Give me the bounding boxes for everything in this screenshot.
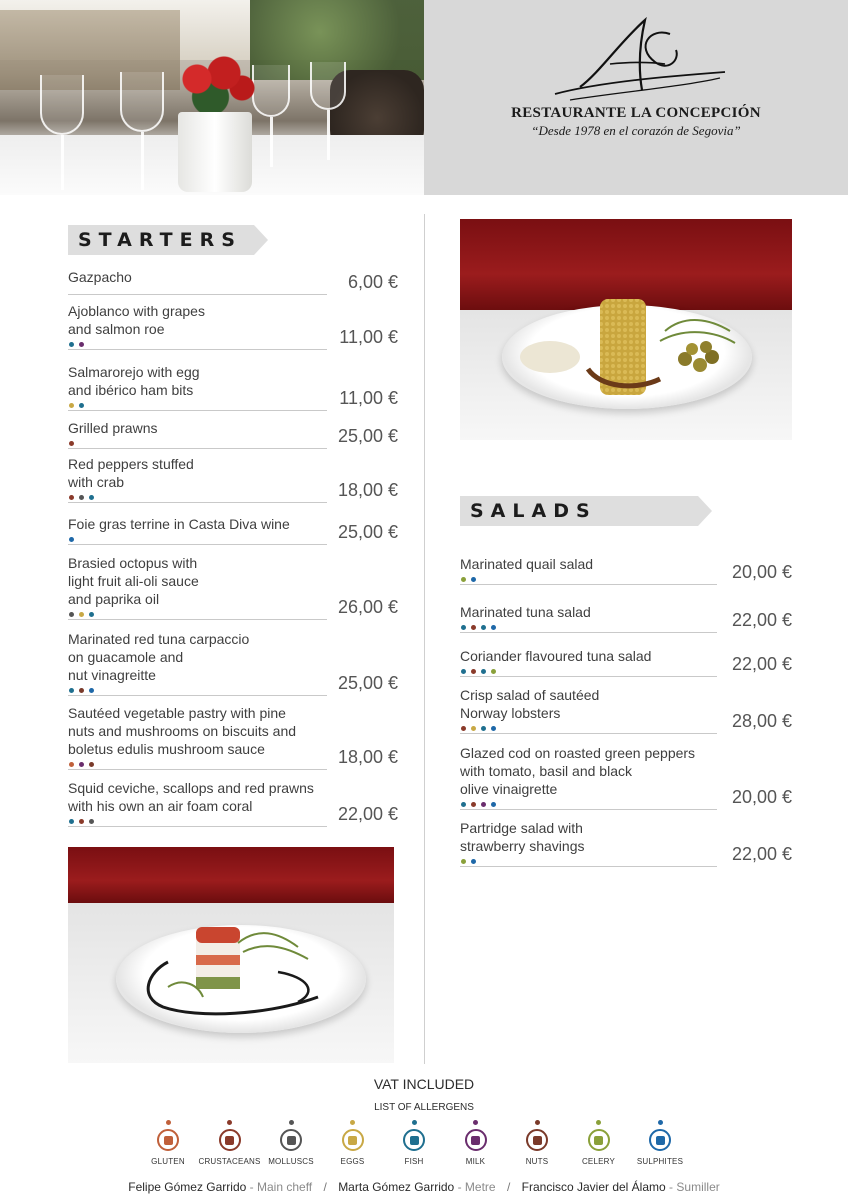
starters-menu-item	[68, 779, 398, 824]
dish-underline	[68, 448, 327, 449]
wine-glass	[120, 72, 164, 132]
salads-menu-item	[460, 819, 792, 864]
allergen-dot-crustaceans	[69, 441, 74, 446]
allergen-dot-sulphites	[89, 688, 94, 693]
dish-name: Glazed cod on roasted green peppers with tomato, basil and black olive vinaigrette	[460, 745, 696, 797]
dish-price: 20,00 €	[731, 787, 792, 807]
allergen-color-dot	[658, 1120, 663, 1125]
wine-icon-glyph	[656, 1136, 665, 1145]
dish-price: 22,00 €	[731, 610, 792, 630]
allergen-dot-crustaceans	[471, 802, 476, 807]
celery-icon-glyph	[594, 1136, 603, 1145]
allergen-dot-fish	[89, 495, 94, 500]
dish-underline	[68, 619, 327, 620]
staff-sommelier-role: Sumiller	[676, 1180, 720, 1194]
dish-name: Salmarorejo with egg and ibérico ham bits	[68, 364, 200, 398]
allergen-dot-eggs	[69, 403, 74, 408]
allergen-dot-sulphites	[491, 726, 496, 731]
allergen-dot-celery	[491, 669, 496, 674]
allergen-dot-fish	[69, 819, 74, 824]
dish-price: 28,00 €	[731, 711, 792, 731]
dish-price: 18,00 €	[337, 747, 398, 767]
allergen-dot-sulphites	[491, 625, 496, 630]
allergen-label: CELERY	[581, 1157, 616, 1166]
brand-header	[424, 0, 848, 195]
staff-sommelier-name: Francisco Javier del Álamo	[521, 1180, 666, 1194]
allergen-nuts	[502, 1120, 572, 1166]
starters-menu-item	[68, 554, 398, 617]
dish-underline	[68, 410, 327, 411]
allergen-label: FISH	[404, 1157, 424, 1166]
allergen-label: CRUSTACEANS	[198, 1157, 261, 1166]
dish-underline	[68, 294, 327, 295]
allergen-dots	[69, 688, 94, 694]
allergen-molluscs	[256, 1120, 326, 1166]
allergen-color-dot	[166, 1120, 171, 1125]
dish-name: Squid ceviche, scallops and red prawns with his own an air foam coral	[68, 780, 314, 814]
allergen-color-dot	[227, 1120, 232, 1125]
wheat-icon	[157, 1129, 179, 1151]
salads-menu-item	[460, 744, 792, 807]
allergen-dot-nuts	[89, 762, 94, 767]
starters-menu-item	[68, 363, 398, 408]
allergen-label: EGGS	[340, 1157, 365, 1166]
allergen-dot-milk	[481, 802, 486, 807]
allergen-dot-eggs	[79, 612, 84, 617]
dish-price: 26,00 €	[337, 597, 398, 617]
restaurant-name: RESTAURANTE LA CONCEPCIÓN	[511, 105, 761, 121]
starters-menu-item	[68, 630, 398, 693]
allergen-crustaceans	[195, 1120, 265, 1166]
starters-menu-item	[68, 455, 398, 500]
starters-menu-item	[68, 515, 398, 542]
starters-menu-item	[68, 268, 398, 292]
allergen-eggs	[318, 1120, 388, 1166]
allergen-dots	[461, 669, 496, 675]
wine-glass-stem	[141, 132, 144, 190]
allergen-dot-fish	[461, 625, 466, 630]
egg-icon	[342, 1129, 364, 1151]
allergen-dot-sulphites	[491, 802, 496, 807]
allergen-label: NUTS	[525, 1157, 549, 1166]
allergen-color-dot	[289, 1120, 294, 1125]
restaurant-slogan: “Desde 1978 en el corazón de Segovia”	[531, 123, 741, 138]
wine-icon	[649, 1129, 671, 1151]
dish-price: 11,00 €	[339, 388, 398, 408]
crab-icon-glyph	[225, 1136, 234, 1145]
staff-metre-name: Marta Gómez Garrido	[338, 1180, 455, 1194]
dish-name: Partridge salad with strawberry shavings	[460, 820, 585, 854]
allergen-label: GLUTEN	[151, 1157, 185, 1166]
dish-price: 20,00 €	[731, 562, 792, 582]
allergen-dots	[461, 802, 496, 808]
tuna-tartare-dish	[68, 847, 394, 1063]
wine-glass	[40, 75, 84, 135]
allergen-dots	[69, 762, 94, 768]
allergen-sulphites	[625, 1120, 695, 1166]
separator: /	[323, 1180, 327, 1194]
wine-glass-stem	[270, 117, 273, 167]
crab-icon	[219, 1129, 241, 1151]
dish-name: Sautéed vegetable pastry with pine nuts and mushrooms on biscuits and boletus edulis mushroom sauce	[68, 705, 297, 757]
allergen-dot-fish	[89, 612, 94, 617]
staff-chef-role: Main cheff	[257, 1180, 313, 1194]
dish-price: 25,00 €	[337, 522, 398, 542]
allergen-dot-milk	[79, 342, 84, 347]
wine-glass	[310, 62, 346, 110]
allergen-color-dot	[350, 1120, 355, 1125]
allergen-dot-sulphites	[69, 537, 74, 542]
allergen-dot-celery	[461, 577, 466, 582]
allergen-dots	[69, 612, 94, 618]
dish-underline	[68, 544, 327, 545]
dish-name: Marinated quail salad	[460, 556, 594, 572]
allergen-dots	[69, 537, 74, 543]
allergen-dot-crustaceans	[461, 726, 466, 731]
dish-underline	[68, 695, 327, 696]
terrace-photo	[0, 0, 424, 195]
allergen-dot-eggs	[471, 726, 476, 731]
allergen-milk	[441, 1120, 511, 1166]
allergen-color-dot	[535, 1120, 540, 1125]
dish-name: Red peppers stuffed with crab	[68, 456, 194, 490]
allergen-gluten	[133, 1120, 203, 1166]
allergen-dots	[461, 859, 476, 865]
allergen-label: MOLLUSCS	[268, 1157, 314, 1166]
wheat-icon-glyph	[164, 1136, 173, 1145]
starters-menu-item	[68, 302, 398, 347]
allergen-dot-molluscs	[69, 612, 74, 617]
dish-name: Marinated tuna salad	[460, 604, 591, 620]
fish-icon-glyph	[410, 1136, 419, 1145]
dish-underline	[460, 632, 717, 633]
wine-glass-stem	[327, 110, 330, 160]
allergen-color-dot	[412, 1120, 417, 1125]
staff-credits: Felipe Gómez Garrido - Main cheff / Marta Gómez Garrido - Metre / Francisco Javier del Álamo - Sumiller	[128, 1180, 720, 1194]
allergen-dots	[461, 577, 476, 583]
allergen-dot-fish	[461, 669, 466, 674]
allergen-dot-fish	[79, 403, 84, 408]
allergen-dot-molluscs	[79, 495, 84, 500]
dish-name: Crisp salad of sautéed Norway lobsters	[460, 687, 600, 721]
dish-price: 6,00 €	[347, 272, 398, 292]
dish-underline	[68, 826, 327, 827]
allergen-dots	[69, 342, 84, 348]
allergen-celery	[564, 1120, 634, 1166]
dish-name: Coriander flavoured tuna salad	[460, 648, 652, 664]
allergen-fish	[379, 1120, 449, 1166]
staff-metre-role: Metre	[464, 1180, 496, 1194]
dish-name: Brasied octopus with light fruit ali-oli sauce and paprika oil	[68, 555, 199, 607]
dish-name: Grilled prawns	[68, 420, 158, 436]
quail-salad-dish	[460, 219, 792, 440]
dish-underline	[68, 502, 327, 503]
dish-name: Marinated red tuna carpaccio on guacamole and nut vinagreitte	[68, 631, 250, 683]
flower-pot	[178, 112, 252, 192]
dish-underline	[460, 676, 717, 677]
allergen-dots	[461, 726, 496, 732]
dish-price: 22,00 €	[731, 654, 792, 674]
dish-price: 18,00 €	[337, 480, 398, 500]
nut-icon	[526, 1129, 548, 1151]
allergen-dot-gluten	[69, 762, 74, 767]
dish-underline	[460, 809, 717, 810]
allergen-dot-fish	[461, 802, 466, 807]
salads-menu-item	[460, 686, 792, 731]
allergen-dot-nuts	[79, 688, 84, 693]
allergen-dot-milk	[79, 762, 84, 767]
salads-heading: SALADS	[460, 496, 698, 526]
salad-dish-photo	[460, 219, 792, 440]
allergen-dots	[69, 819, 94, 825]
allergen-dots	[69, 495, 94, 501]
starters-menu-item	[68, 419, 398, 446]
dish-name: Ajoblanco with grapes and salmon roe	[68, 303, 205, 337]
allergen-dots	[461, 625, 496, 631]
dish-name: Foie gras terrine in Casta Diva wine	[68, 516, 290, 532]
allergen-dots	[69, 403, 84, 409]
allergen-dot-crustaceans	[69, 495, 74, 500]
dish-underline	[68, 769, 327, 770]
allergen-dot-sulphites	[471, 859, 476, 864]
nut-icon-glyph	[533, 1136, 542, 1145]
shell-icon-glyph	[287, 1136, 296, 1145]
dish-underline	[460, 584, 717, 585]
vat-notice: VAT INCLUDED	[373, 1076, 475, 1092]
dish-price: 25,00 €	[337, 426, 398, 446]
milk-icon	[465, 1129, 487, 1151]
dish-underline	[68, 349, 327, 350]
staff-chef-name: Felipe Gómez Garrido	[128, 1180, 247, 1194]
celery-icon	[588, 1129, 610, 1151]
allergen-label: MILK	[465, 1157, 486, 1166]
dish-price: 22,00 €	[731, 844, 792, 864]
dish-price: 22,00 €	[337, 804, 398, 824]
allergen-list-title: LIST OF ALLERGENS	[374, 1102, 474, 1113]
allergen-dot-sulphites	[471, 577, 476, 582]
starters-heading: STARTERS	[68, 225, 254, 255]
allergen-dot-molluscs	[89, 819, 94, 824]
fish-icon	[403, 1129, 425, 1151]
allergen-color-dot	[473, 1120, 478, 1125]
flower-bouquet	[170, 55, 260, 115]
wine-glass-stem	[61, 135, 64, 190]
column-divider	[424, 214, 425, 1064]
allergen-dot-fish	[69, 688, 74, 693]
shell-icon	[280, 1129, 302, 1151]
allergen-color-dot	[596, 1120, 601, 1125]
egg-icon-glyph	[348, 1136, 357, 1145]
allergen-dot-crustaceans	[79, 819, 84, 824]
allergen-dot-crustaceans	[471, 669, 476, 674]
starter-dish-photo	[68, 847, 394, 1063]
restaurant-logo	[550, 12, 730, 107]
allergen-dots	[69, 441, 74, 447]
starters-menu-item	[68, 704, 398, 767]
salads-menu-item	[460, 603, 792, 630]
salads-menu-item	[460, 555, 792, 582]
allergen-dot-celery	[461, 859, 466, 864]
dish-price: 25,00 €	[337, 673, 398, 693]
allergen-dot-fish	[481, 669, 486, 674]
allergen-dot-crustaceans	[471, 625, 476, 630]
allergen-dot-fish	[481, 625, 486, 630]
dish-name: Gazpacho	[68, 269, 132, 285]
milk-icon-glyph	[471, 1136, 480, 1145]
allergen-label: SULPHITES	[636, 1157, 684, 1166]
dish-underline	[460, 866, 717, 867]
dish-price: 11,00 €	[339, 327, 398, 347]
allergen-dot-fish	[69, 342, 74, 347]
dish-underline	[460, 733, 717, 734]
salads-menu-item	[460, 647, 792, 674]
separator: /	[506, 1180, 511, 1194]
allergen-dot-fish	[481, 726, 486, 731]
